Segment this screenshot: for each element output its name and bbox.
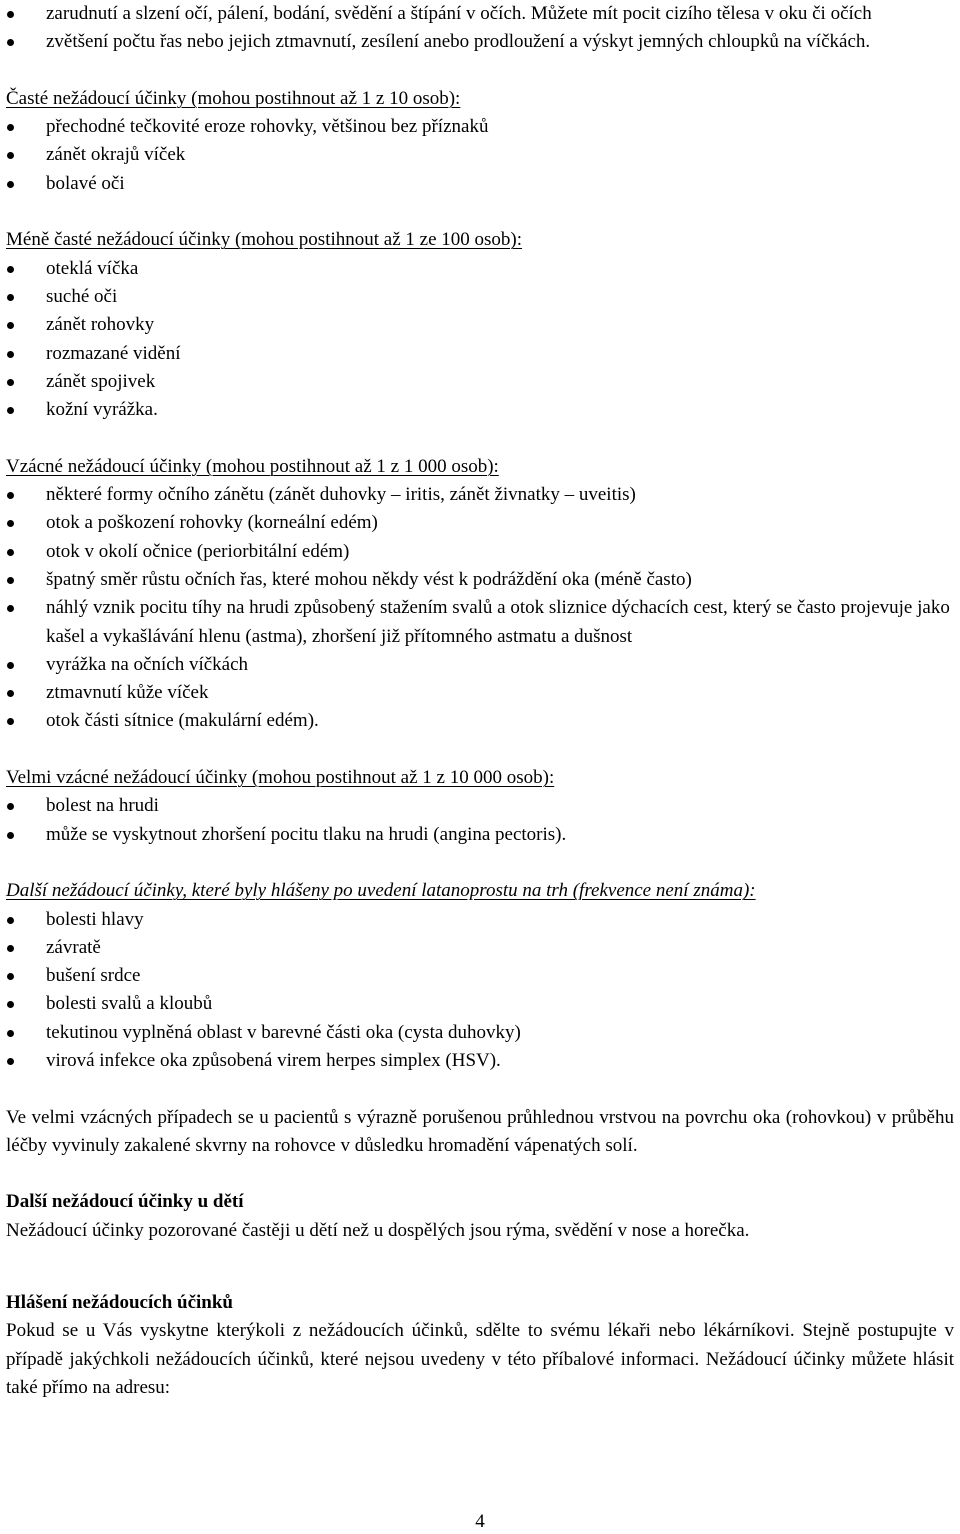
list-item: otok a poškození rohovky (korneální edém) [6,509,954,537]
very-rare-cases-paragraph: Ve velmi vzácných případech se u pacientů s výrazně porušenou průhlednou vrstvou na povrchu oka (rohovkou) v průběhu léčby vyvinuly zakalené skvrny na rohovce v důsledku hromadění vápenatých solí. [6,1106,954,1156]
list-item: může se vyskytnout zhoršení pocitu tlaku na hrudi (angina pectoris). [6,821,954,849]
list-item: suché oči [6,283,954,311]
intro-list [6,0,954,57]
post-marketing-list [6,906,954,1076]
document-page [6,0,954,1402]
list-item: oteklá víčka [6,255,954,283]
list-item: bolesti svalů a kloubů [6,990,954,1018]
list-item: rozmazané vidění [6,340,954,368]
list-item: tekutinou vyplněná oblast v barevné části oka (cysta duhovky) [6,1019,954,1047]
page-number: 4 [475,1511,485,1532]
list-item: zánět spojivek [6,368,954,396]
list-item: kožní vyrážka. [6,396,954,424]
list-item: zánět rohovky [6,311,954,339]
list-item: zvětšení počtu řas nebo jejich ztmavnutí, zesílení anebo prodloužení a výskyt jemných chloupků na víčkách. [6,28,954,56]
list-item: otok části sítnice (makulární edém). [6,707,954,735]
list-item: závratě [6,934,954,962]
list-item: otok v okolí očnice (periorbitální edém) [6,538,954,566]
very-rare-heading: Velmi vzácné nežádoucí účinky (mohou postihnout až 1 z 10 000 osob): [6,767,555,789]
list-item: zarudnutí a slzení očí, pálení, bodání, svědění a štípání v očích. Můžete mít pocit cizího tělesa v oku či očích [6,0,954,28]
reporting-text: Pokud se u Vás vyskytne kterýkoli z nežádoucích účinků, sdělte to svému lékaři nebo lékárníkovi. Stejně postupujte v případě jakýchkoli nežádoucích účinků, které nejsou uvedeny v této příbalové informaci. Nežádoucí účinky můžete hlásit také přímo na adresu: [6,1320,954,1398]
list-item: bušení srdce [6,962,954,990]
children-heading: Další nežádoucí účinky u dětí [6,1191,244,1213]
very-rare-list [6,792,954,849]
list-item: bolavé oči [6,170,954,198]
list-item: vyrážka na očních víčkách [6,651,954,679]
children-text: Nežádoucí účinky pozorované častěji u dětí než u dospělých jsou rýma, svědění v nose a horečka. [6,1219,750,1241]
rare-heading: Vzácné nežádoucí účinky (mohou postihnout až 1 z 1 000 osob): [6,455,499,477]
reporting-heading: Hlášení nežádoucích účinků [6,1292,233,1314]
list-item: náhlý vznik pocitu tíhy na hrudi způsobený stažením svalů a otok sliznice dýchacích cest, který se často projevuje jako kašel a vykašlávání hlenu (astma), zhoršení již přítomného astmatu a dušnost [6,594,954,651]
uncommon-list [6,255,954,425]
list-item: zánět okrajů víček [6,141,954,169]
list-item: některé formy očního zánětu (zánět duhovky – iritis, zánět živnatky – uveitis) [6,481,954,509]
rare-list [6,481,954,736]
list-item: bolest na hrudi [6,792,954,820]
list-item: virová infekce oka způsobená virem herpes simplex (HSV). [6,1047,954,1075]
post-marketing-heading: Další nežádoucí účinky, které byly hlášeny po uvedení latanoprostu na trh (frekvence není známa): [6,880,756,902]
list-item: špatný směr růstu očních řas, které mohou někdy vést k podráždění oka (méně často) [6,566,954,594]
list-item: bolesti hlavy [6,906,954,934]
list-item: přechodné tečkovité eroze rohovky, většinou bez příznaků [6,113,954,141]
uncommon-heading: Méně časté nežádoucí účinky (mohou postihnout až 1 ze 100 osob): [6,229,523,251]
common-heading: Časté nežádoucí účinky (mohou postihnout až 1 z 10 osob): [6,87,461,109]
list-item: ztmavnutí kůže víček [6,679,954,707]
common-list [6,113,954,198]
